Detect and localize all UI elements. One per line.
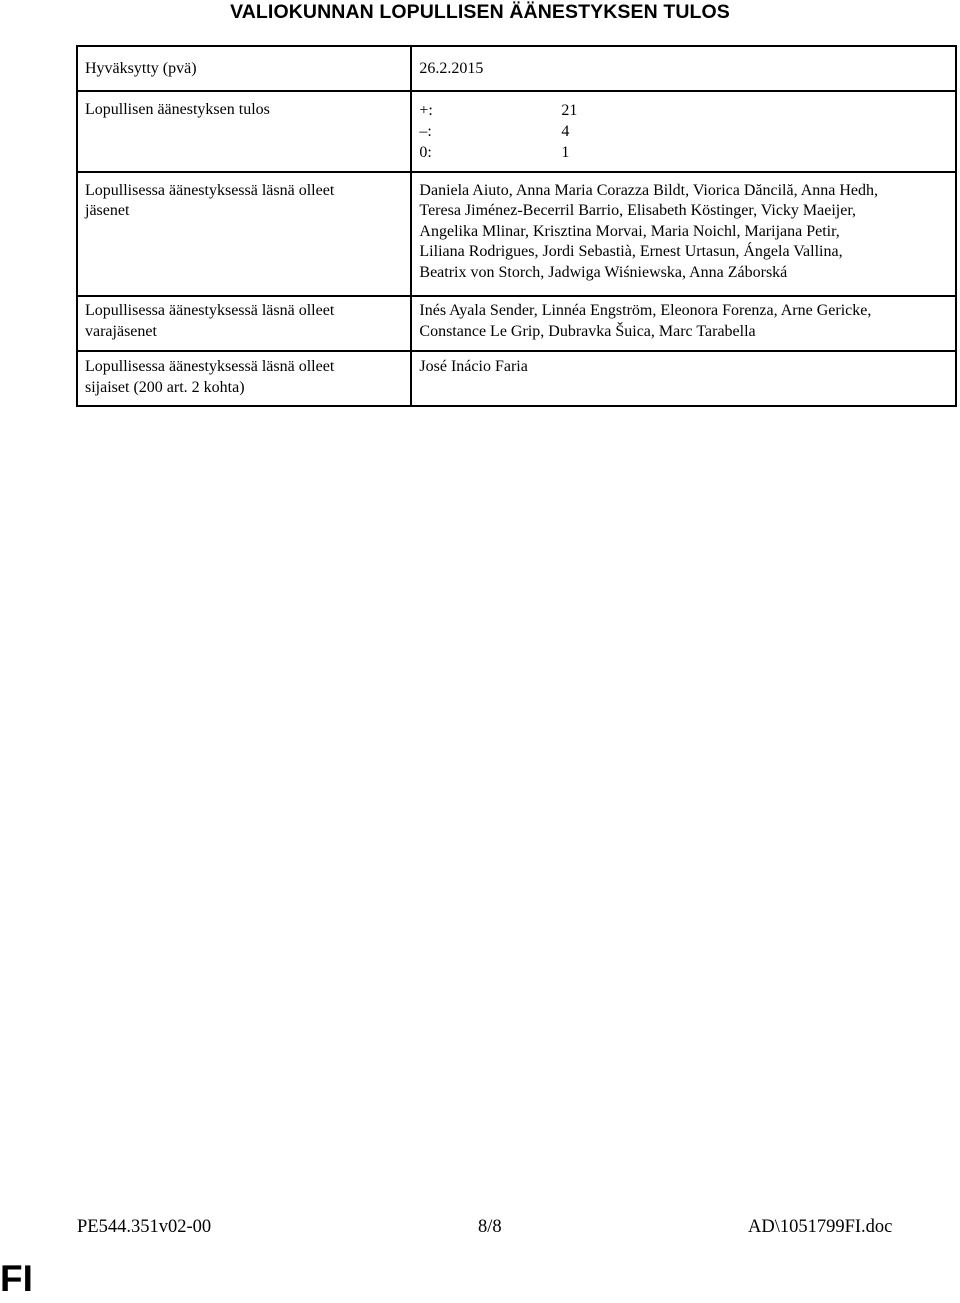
language-code: FI xyxy=(0,1258,33,1299)
adopted-row xyxy=(77,46,956,91)
members-label xyxy=(78,173,410,234)
result-lines xyxy=(412,92,955,171)
members-row xyxy=(77,172,956,297)
members-names-line: Angelika Mlinar, Krisztina Morvai, Maria Noichl, Marijana Petir, xyxy=(419,222,840,240)
substitutes-names xyxy=(412,297,955,350)
result-line-against xyxy=(419,121,948,142)
members-names-line: Teresa Jiménez-Becerril Barrio, Elisabeth Köstinger, Vicky Maeijer, xyxy=(419,202,857,219)
members-names xyxy=(412,173,955,296)
result-line-for xyxy=(419,100,948,121)
page-title: VALIOKUNNAN LOPULLISEN ÄÄNESTYKSEN TULOS xyxy=(230,1,730,23)
result-symbol: 0: xyxy=(419,143,432,161)
adopted-value-cell xyxy=(411,46,956,91)
members-label-cell xyxy=(77,172,411,297)
result-symbol: –: xyxy=(419,122,432,140)
replacements-row xyxy=(77,351,956,406)
replacements-label-line: Lopullisessa äänestyksessä läsnä olleet xyxy=(85,358,335,375)
adopted-label: Hyväksytty (pvä) xyxy=(85,60,197,77)
substitutes-row xyxy=(77,296,956,351)
footer-doc-ref: PE544.351v02-00 xyxy=(77,1217,212,1237)
vote-result-table xyxy=(76,45,957,407)
substitutes-label xyxy=(78,297,410,350)
result-count: 1 xyxy=(561,143,570,161)
replacements-label-cell xyxy=(77,351,411,406)
substitutes-label-cell xyxy=(77,296,411,351)
result-count: 4 xyxy=(561,122,570,140)
result-value-cell xyxy=(411,91,956,172)
members-names-cell xyxy=(411,172,956,297)
substitutes-names-line: Constance Le Grip, Dubravka Šuica, Marc Tarabella xyxy=(419,322,756,340)
substitutes-names-cell xyxy=(411,296,956,351)
result-symbol: +: xyxy=(419,101,433,119)
replacements-label-line: sijaiset (200 art. 2 kohta) xyxy=(85,378,245,396)
replacements-names: José Inácio Faria xyxy=(419,358,528,375)
members-label-line: Lopullisessa äänestyksessä läsnä olleet xyxy=(85,181,335,199)
members-names-line: Beatrix von Storch, Jadwiga Wiśniewska, Anna Záborská xyxy=(419,263,788,281)
footer-file-name: AD\1051799FI.doc xyxy=(748,1217,893,1237)
result-label-cell xyxy=(77,91,411,172)
members-names-line: Daniela Aiuto, Anna Maria Corazza Bildt, Viorica Dăncilă, Anna Hedh, xyxy=(419,181,879,199)
replacements-label xyxy=(78,352,410,405)
adopted-date: 26.2.2015 xyxy=(419,60,484,77)
members-label-line: jäsenet xyxy=(85,202,130,219)
result-line-abstain xyxy=(419,142,948,163)
result-label: Lopullisen äänestyksen tulos xyxy=(85,100,270,118)
adopted-label-cell xyxy=(77,46,411,91)
result-count: 21 xyxy=(561,101,578,119)
substitutes-label-line: varajäsenet xyxy=(85,322,157,340)
result-row xyxy=(77,91,956,172)
footer-page-number: 8/8 xyxy=(478,1217,502,1237)
substitutes-names-line: Inés Ayala Sender, Linnéa Engström, Eleonora Forenza, Arne Gericke, xyxy=(419,302,872,319)
substitutes-label-line: Lopullisessa äänestyksessä läsnä olleet xyxy=(85,302,335,319)
replacements-names-cell xyxy=(411,351,956,406)
members-names-line: Liliana Rodrigues, Jordi Sebastià, Ernest Urtasun, Ángela Vallina, xyxy=(419,243,843,260)
